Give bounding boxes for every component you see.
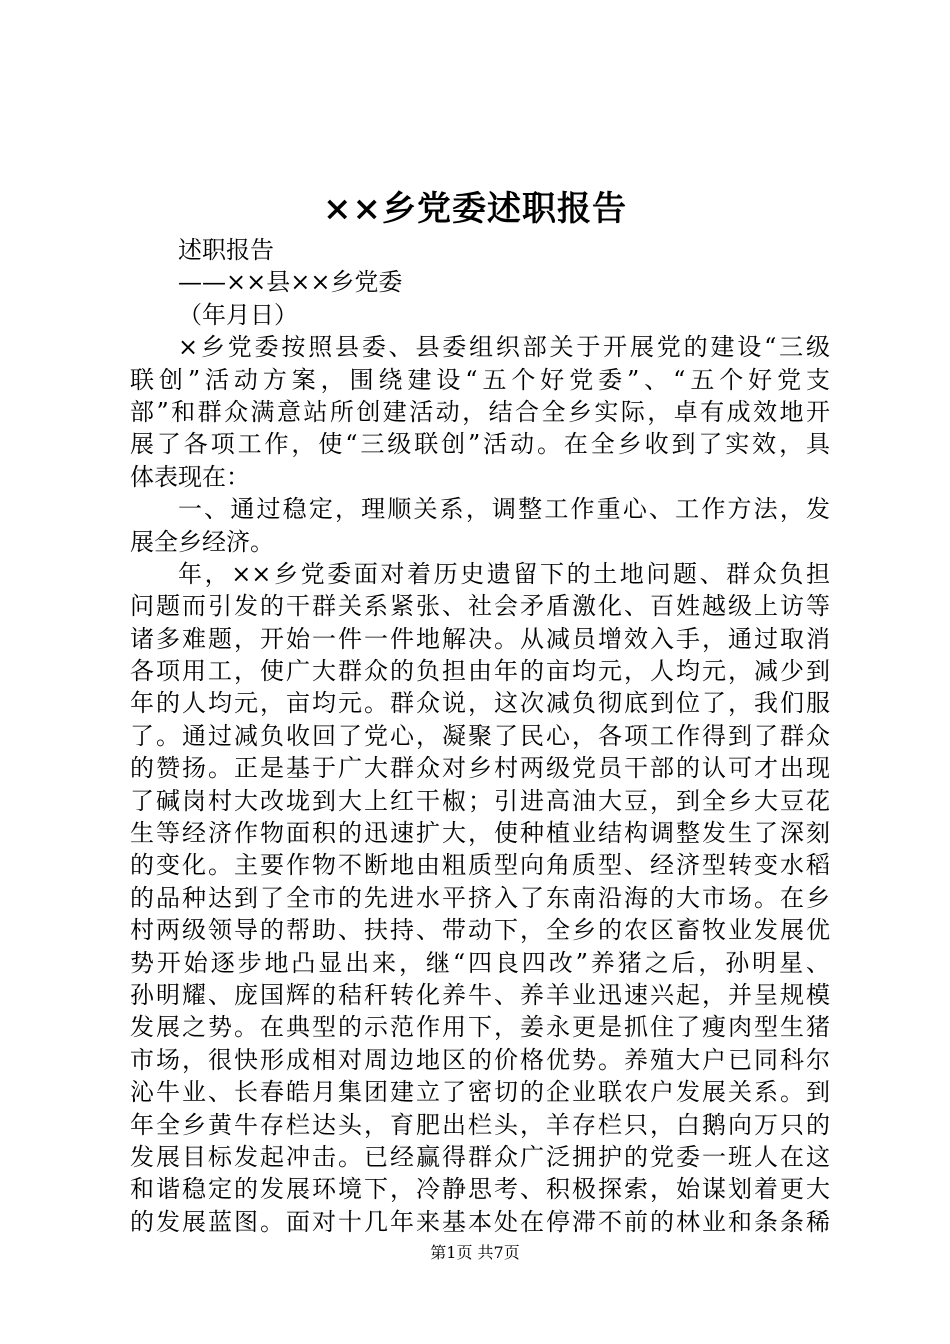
text-line: 了碱岗村大改垅到大上红干椒；引进高油大豆，到全乡大豆花	[130, 786, 830, 815]
text-line: 年，××乡党委面对着历史遗留下的土地问题、群众负担	[178, 559, 830, 588]
page-footer: 第1页 共7页	[430, 1243, 520, 1262]
text-line: 孙明耀、庞国辉的秸秆转化养牛、养羊业迅速兴起，并呈规模	[130, 980, 830, 1009]
text-line: 的品种达到了全市的先进水平挤入了东南沿海的大市场。在乡	[130, 883, 830, 912]
text-line: 展全乡经济。	[130, 527, 274, 556]
text-line: 村两级领导的帮助、扶持、带动下，全乡的农区畜牧业发展优	[130, 916, 830, 945]
text-line: 联创”活动方案，围绕建设“五个好党委”、“五个好党支	[130, 365, 830, 394]
text-line: 述职报告	[178, 236, 274, 264]
text-line: 沁牛业、长春皓月集团建立了密切的企业联农户发展关系。到	[130, 1078, 830, 1107]
text-line: 展了各项工作，使“三级联创”活动。在全乡收到了实效，具	[130, 430, 830, 459]
text-line: 市场，很快形成相对周边地区的价格优势。养殖大户已同科尔	[130, 1045, 830, 1074]
text-line: ——××县××乡党委	[178, 268, 403, 297]
text-line: 诸多难题，开始一件一件地解决。从减员增效入手，通过取消	[130, 624, 830, 653]
text-line: 部”和群众满意站所创建活动，结合全乡实际，卓有成效地开	[130, 397, 830, 426]
text-line: 的赞扬。正是基于广大群众对乡村两级党员干部的认可才出现	[130, 754, 830, 783]
text-line: 了。通过减负收回了党心，凝聚了民心，各项工作得到了群众	[130, 721, 830, 750]
document-title: ××乡党委述职报告	[323, 189, 627, 229]
text-line: 各项用工，使广大群众的负担由年的亩均元，人均元，减少到	[130, 657, 830, 686]
document-body	[130, 234, 830, 1238]
text-line: ×乡党委按照县委、县委组织部关于开展党的建设“三级	[178, 333, 830, 362]
text-line: 和谐稳定的发展环境下，冷静思考、积极探索，始谋划着更大	[130, 1175, 830, 1204]
text-line: 年的人均元，亩均元。群众说，这次减负彻底到位了，我们服	[130, 689, 830, 718]
text-line: 势开始逐步地凸显出来，继“四良四改”养猪之后，孙明星、	[130, 948, 830, 977]
text-line: 问题而引发的干群关系紧张、社会矛盾激化、百姓越级上访等	[130, 592, 830, 621]
text-line: 发展目标发起冲击。已经赢得群众广泛拥护的党委一班人在这	[130, 1142, 830, 1171]
text-line: 的发展蓝图。面对十几年来基本处在停滞不前的林业和条条稀	[130, 1207, 830, 1236]
text-line: 一、通过稳定，理顺关系，调整工作重心、工作方法，发	[178, 495, 830, 524]
text-line: 发展之势。在典型的示范作用下，姜永更是抓住了瘦肉型生猪	[130, 1013, 830, 1042]
text-line: 体表现在：	[130, 462, 250, 491]
text-line: 年全乡黄牛存栏达头，育肥出栏头，羊存栏只，白鹅向万只的	[130, 1110, 830, 1139]
text-line: 的变化。主要作物不断地由粗质型向角质型、经济型转变水稻	[130, 851, 830, 880]
text-line: （年月日）	[178, 300, 298, 329]
text-line: 生等经济作物面积的迅速扩大，使种植业结构调整发生了深刻	[130, 819, 830, 848]
